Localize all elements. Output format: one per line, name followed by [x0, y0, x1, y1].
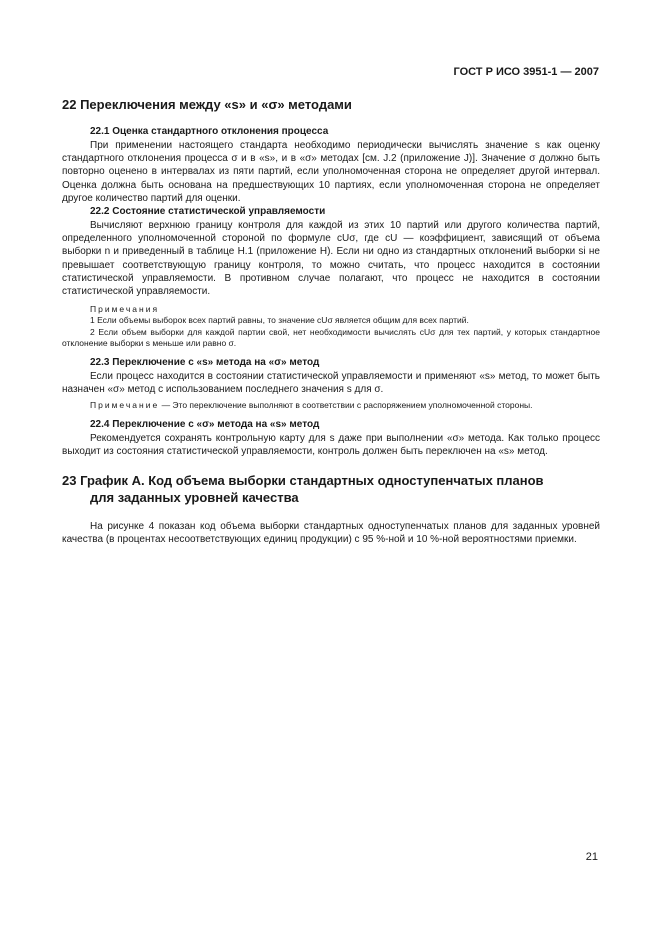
note-22-3: [62, 400, 600, 412]
subsection-22-4-title: 22.4 Переключение с «σ» метода на «s» метод: [90, 418, 320, 430]
subsection-22-2-text: Вычисляют верхнюю границу контроля для каждой из этих 10 партий или другого количества партий, определенного уполномоченной стороной по формуле cUσ, где cU — коэффициент, зависящий от объема выборки n и приведенный в таблице Н.1 (приложение Н). Если ни одно из стандартных отклонений выборки si не превышает соответствующую границу контроля, то можно считать, что процесс находится в состоянии статистической управляемости. В противном случае полагают, что процесс не находится в состоянии статистической управляемости.: [62, 220, 600, 298]
section-22-title: 22 Переключения между «s» и «σ» методами: [62, 97, 352, 112]
standard-header: ГОСТ Р ИСО 3951-1 — 2007: [453, 66, 599, 78]
subsection-22-1-title: 22.1 Оценка стандартного отклонения процесса: [90, 126, 329, 137]
note-2: 2 Если объем выборки для каждой партии свой, нет необходимости вычислять cUσ для тех партий, у которых стандартное отклонение выборки s меньше или равно σ.: [62, 326, 600, 349]
section-23-title-line2: для заданных уровней качества: [90, 490, 299, 506]
note-1: 1 Если объемы выборок всех партий равны, то значение cUσ является общим для всех партий.: [90, 315, 469, 326]
subsection-22-3-text: Если процесс находится в состоянии статистической управляемости и применяют «s» метод, то может быть назначен «σ» метод с использованием последнего значения s для σ.: [62, 370, 600, 395]
subsection-22-4-text: Рекомендуется сохранять контрольную карту для s даже при выполнении «σ» метода. Как только процесс выходит из состояния статистической управляемости, контроль должен быть переключен на «s» метод.: [62, 432, 600, 457]
page-number: 21: [585, 851, 598, 863]
subsection-22-2-title: 22.2 Состояние статистической управляемости: [90, 206, 326, 218]
section-23-title-line1: 23 График А. Код объема выборки стандартных одноступенчатых планов: [62, 473, 544, 489]
subsection-22-1-text: При применении настоящего стандарта необходимо периодически вычислять значение s как оценку стандартного отклонения процесса σ и в «s», и в «σ» методах [см. J.2 (приложение J)]. Значение σ должно быть повторно оценено в интервалах из пяти партий, если уполномоченная сторона не определяет другой интервал. Оценка должна быть основана на предшествующих 10 партиях, если уполномоченная сторона не определяет другое количество партий для оценки.: [62, 140, 600, 204]
note-text: — Это переключение выполняют в соответствии с распоряжением уполномоченной стороны.: [159, 400, 533, 411]
section-23-text: На рисунке 4 показан код объема выборки стандартных одноступенчатых планов для заданных уровней качества (в процентах несоответствующих единиц продукции) с 95 %-ной и 10 %-ной вероятностями приемки.: [62, 521, 600, 546]
page-content: [62, 96, 600, 546]
note-label: Примечание: [90, 400, 160, 411]
subsection-22-3-title: 22.3 Переключение с «s» метода на «σ» метод: [90, 356, 320, 368]
notes-heading: Примечания: [90, 304, 160, 315]
